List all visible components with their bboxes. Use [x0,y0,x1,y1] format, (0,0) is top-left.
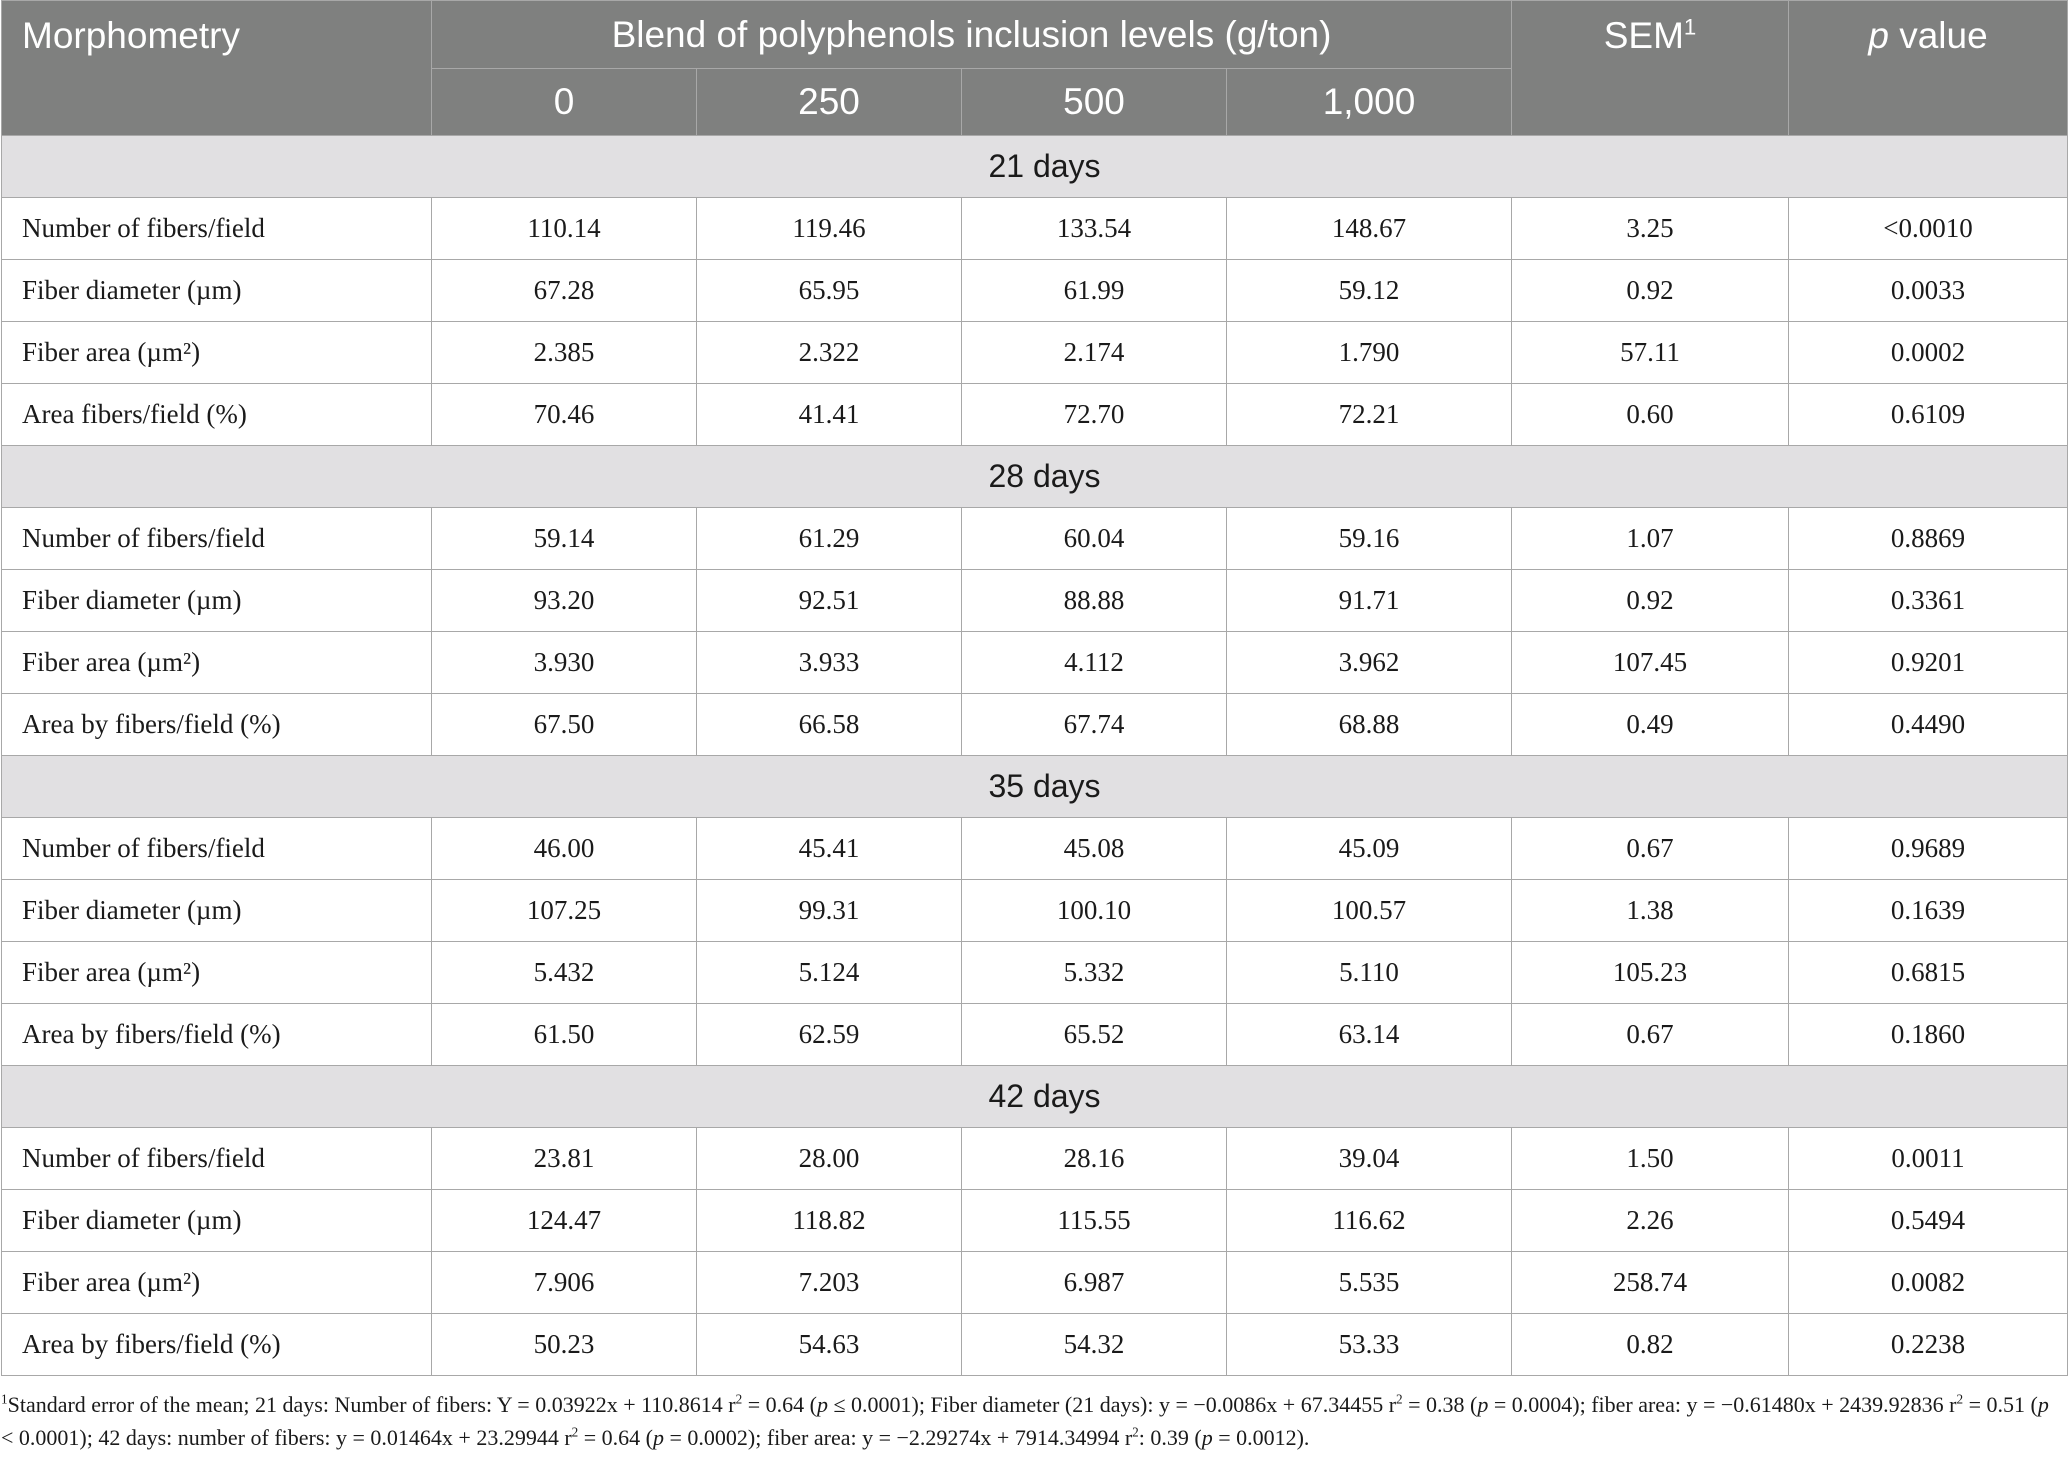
value-cell: 4.112 [962,632,1227,694]
sem-cell: 1.38 [1512,880,1789,942]
footnote-segment: = 0.51 ( [1963,1392,2038,1417]
value-cell: 45.41 [697,818,962,880]
row-label: Area by fibers/field (%) [2,694,432,756]
value-cell: 116.62 [1227,1190,1512,1252]
value-cell: 133.54 [962,198,1227,260]
footnote-segment: : 0.39 ( [1138,1425,1202,1450]
sem-cell: 0.67 [1512,818,1789,880]
table-body [2,136,2068,1376]
value-cell: 54.63 [697,1314,962,1376]
table-row [2,632,2068,694]
value-cell: 62.59 [697,1004,962,1066]
row-label: Fiber diameter (µm) [2,880,432,942]
header-p-value [1789,1,2068,136]
group-row [2,136,2068,198]
value-cell: 100.57 [1227,880,1512,942]
p-value-cell: 0.4490 [1789,694,2068,756]
row-label: Fiber area (µm²) [2,942,432,1004]
sem-cell: 57.11 [1512,322,1789,384]
sem-cell: 105.23 [1512,942,1789,1004]
value-cell: 99.31 [697,880,962,942]
value-cell: 28.16 [962,1128,1227,1190]
table-row [2,880,2068,942]
table-footnote [0,1376,2051,1454]
footnote-segment: = 0.64 ( [578,1425,653,1450]
group-title: 21 days [2,136,2068,198]
footnote-segment: = 0.0012). [1212,1425,1310,1450]
table-row [2,1190,2068,1252]
value-cell: 61.29 [697,508,962,570]
value-cell: 46.00 [432,818,697,880]
footnote-segment: < 0.0001); 42 days: number of fibers: y = 0.01464x + 23.29944 r [1,1425,572,1450]
header-p-italic: p [1868,15,1889,56]
footnote-segment: = 0.64 ( [742,1392,817,1417]
value-cell: 70.46 [432,384,697,446]
header-level-500: 500 [962,69,1227,136]
footnote-segment: 2 [1396,1391,1403,1407]
footnote-segment: 2 [1956,1391,1964,1407]
group-row [2,756,2068,818]
footnote-segment: ≤ 0.0001); Fiber diameter (21 days): y = −0.0086x + 67.34455 r [827,1392,1397,1417]
value-cell: 7.906 [432,1252,697,1314]
value-cell: 148.67 [1227,198,1512,260]
header-blend-title: Blend of polyphenols inclusion levels (g/ton) [432,1,1512,69]
footnote-segment: 1 [1,1391,8,1407]
sem-cell: 0.67 [1512,1004,1789,1066]
value-cell: 5.432 [432,942,697,1004]
value-cell: 115.55 [962,1190,1227,1252]
value-cell: 54.32 [962,1314,1227,1376]
value-cell: 59.12 [1227,260,1512,322]
header-p-rest: value [1888,15,1988,56]
table-row [2,198,2068,260]
row-label: Fiber diameter (µm) [2,570,432,632]
value-cell: 5.332 [962,942,1227,1004]
value-cell: 124.47 [432,1190,697,1252]
table-row [2,322,2068,384]
value-cell: 2.322 [697,322,962,384]
footnote-segment: = 0.0002); fiber area: y = −2.29274x + 7914.34994 r [664,1425,1133,1450]
value-cell: 92.51 [697,570,962,632]
sem-cell: 0.49 [1512,694,1789,756]
p-value-cell: 0.0033 [1789,260,2068,322]
row-label: Area by fibers/field (%) [2,1004,432,1066]
value-cell: 3.930 [432,632,697,694]
header-level-250: 250 [697,69,962,136]
row-label: Number of fibers/field [2,508,432,570]
value-cell: 39.04 [1227,1128,1512,1190]
p-value-cell: 0.6815 [1789,942,2068,1004]
row-label: Number of fibers/field [2,198,432,260]
table-row [2,1128,2068,1190]
group-row [2,446,2068,508]
footnote-segment: Standard error of the mean; 21 days: Number of fibers: Y = 0.03922x + 110.8614 r [7,1392,736,1417]
footnote-segment: 2 [735,1391,743,1407]
row-label: Number of fibers/field [2,1128,432,1190]
row-label: Area by fibers/field (%) [2,1314,432,1376]
table-row [2,1004,2068,1066]
value-cell: 6.987 [962,1252,1227,1314]
value-cell: 60.04 [962,508,1227,570]
sem-cell: 1.07 [1512,508,1789,570]
value-cell: 3.962 [1227,632,1512,694]
p-value-cell: 0.6109 [1789,384,2068,446]
value-cell: 72.21 [1227,384,1512,446]
p-value-cell: <0.0010 [1789,198,2068,260]
footnote-segment: 2 [571,1424,579,1440]
footnote-segment: = 0.0004); fiber area: y = −0.61480x + 2439.92836 r [1488,1392,1957,1417]
header-sem-sup: 1 [1683,14,1697,40]
value-cell: 100.10 [962,880,1227,942]
row-label: Number of fibers/field [2,818,432,880]
sem-cell: 0.92 [1512,260,1789,322]
value-cell: 61.50 [432,1004,697,1066]
sem-cell: 0.60 [1512,384,1789,446]
p-value-cell: 0.3361 [1789,570,2068,632]
footnote-segment: p [1477,1392,1489,1417]
p-value-cell: 0.9689 [1789,818,2068,880]
value-cell: 45.08 [962,818,1227,880]
value-cell: 2.385 [432,322,697,384]
value-cell: 23.81 [432,1128,697,1190]
row-label: Fiber area (µm²) [2,1252,432,1314]
value-cell: 7.203 [697,1252,962,1314]
value-cell: 28.00 [697,1128,962,1190]
group-title: 42 days [2,1066,2068,1128]
value-cell: 72.70 [962,384,1227,446]
value-cell: 88.88 [962,570,1227,632]
row-label: Fiber area (µm²) [2,632,432,694]
p-value-cell: 0.0011 [1789,1128,2068,1190]
p-value-cell: 0.0002 [1789,322,2068,384]
table-row [2,818,2068,880]
value-cell: 68.88 [1227,694,1512,756]
table-row [2,260,2068,322]
table-row [2,384,2068,446]
table-header [2,1,2068,136]
header-sem [1512,1,1789,136]
header-morphometry: Morphometry [2,1,432,136]
value-cell: 107.25 [432,880,697,942]
p-value-cell: 0.2238 [1789,1314,2068,1376]
value-cell: 65.95 [697,260,962,322]
sem-cell: 258.74 [1512,1252,1789,1314]
value-cell: 119.46 [697,198,962,260]
value-cell: 67.28 [432,260,697,322]
sem-cell: 2.26 [1512,1190,1789,1252]
table-row [2,1252,2068,1314]
header-level-1000: 1,000 [1227,69,1512,136]
value-cell: 53.33 [1227,1314,1512,1376]
value-cell: 59.14 [432,508,697,570]
sem-cell: 3.25 [1512,198,1789,260]
p-value-cell: 0.5494 [1789,1190,2068,1252]
row-label: Fiber diameter (µm) [2,1190,432,1252]
table-row [2,1314,2068,1376]
p-value-cell: 0.0082 [1789,1252,2068,1314]
row-label: Fiber diameter (µm) [2,260,432,322]
table-row [2,570,2068,632]
group-title: 35 days [2,756,2068,818]
value-cell: 67.50 [432,694,697,756]
value-cell: 2.174 [962,322,1227,384]
footnote-segment: p [1201,1425,1213,1450]
p-value-cell: 0.8869 [1789,508,2068,570]
table-row [2,508,2068,570]
sem-cell: 0.82 [1512,1314,1789,1376]
value-cell: 3.933 [697,632,962,694]
p-value-cell: 0.1639 [1789,880,2068,942]
footnote-segment: p [653,1425,664,1450]
value-cell: 118.82 [697,1190,962,1252]
value-cell: 5.535 [1227,1252,1512,1314]
sem-cell: 107.45 [1512,632,1789,694]
value-cell: 63.14 [1227,1004,1512,1066]
value-cell: 1.790 [1227,322,1512,384]
row-label: Fiber area (µm²) [2,322,432,384]
value-cell: 50.23 [432,1314,697,1376]
group-row [2,1066,2068,1128]
value-cell: 67.74 [962,694,1227,756]
value-cell: 5.110 [1227,942,1512,1004]
value-cell: 45.09 [1227,818,1512,880]
value-cell: 93.20 [432,570,697,632]
footnote-segment: = 0.38 ( [1402,1392,1478,1417]
morphometry-table [1,0,2068,1376]
value-cell: 110.14 [432,198,697,260]
header-level-0: 0 [432,69,697,136]
p-value-cell: 0.9201 [1789,632,2068,694]
value-cell: 59.16 [1227,508,1512,570]
header-sem-text: SEM [1603,15,1684,56]
footnote-segment: 2 [1132,1424,1139,1440]
value-cell: 5.124 [697,942,962,1004]
value-cell: 66.58 [697,694,962,756]
value-cell: 91.71 [1227,570,1512,632]
value-cell: 65.52 [962,1004,1227,1066]
p-value-cell: 0.1860 [1789,1004,2068,1066]
group-title: 28 days [2,446,2068,508]
footnote-segment: p [816,1392,828,1417]
row-label: Area fibers/field (%) [2,384,432,446]
table-row [2,694,2068,756]
table-row [2,942,2068,1004]
value-cell: 41.41 [697,384,962,446]
sem-cell: 0.92 [1512,570,1789,632]
value-cell: 61.99 [962,260,1227,322]
footnote-segment: p [2037,1392,2049,1417]
sem-cell: 1.50 [1512,1128,1789,1190]
